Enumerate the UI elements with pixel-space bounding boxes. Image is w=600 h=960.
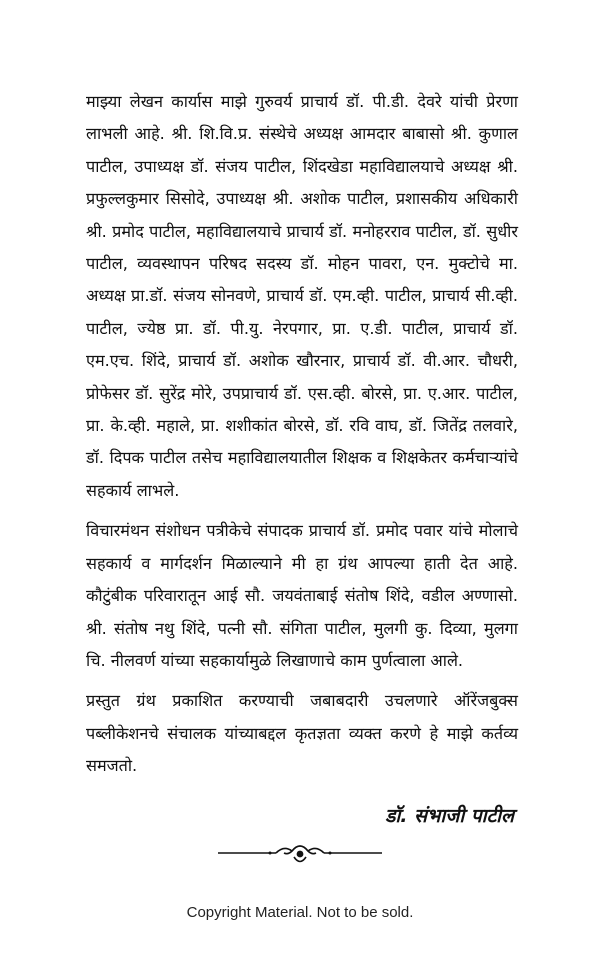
paragraph-1: माझ्या लेखन कार्यास माझे गुरुवर्य प्राचार्य डॉ. पी.डी. देवरे यांची प्रेरणा लाभली आहे. श्री. शि.वि.प्र. संस्थेचे अध्यक्ष आमदार बाबासो श्री. कुणाल पाटील, उपाध्यक्ष डॉ. संजय पाटील, शिंदखेडा महाविद्यालयाचे अध्यक्ष श्री. प्रफुल्लकुमार सिसोदे, उपाध्यक्ष श्री. अशोक पाटील, प्रशासकीय अधिकारी श्री. प्रमोद पाटील, महाविद्यालयाचे प्राचार्य डॉ. मनोहरराव पाटील, डॉ. सुधीर पाटील, व्यवस्थापन परिषद सदस्य डॉ. मोहन पावरा, एन. मुक्टोचे मा. अध्यक्ष प्रा.डॉ. संजय सोनवणे, प्राचार्य डॉ. एम.व्ही. पाटील, प्राचार्य सी.व्ही. पाटील, ज्येष्ठ प्रा. डॉ. पी.यु. नेरपगार, प्रा. ए.डी. पाटील, प्राचार्य डॉ. एम.एच. शिंदे, प्राचार्य डॉ. अशोक खौरनार, प्राचार्य डॉ. वी.आर. चौधरी, प्रोफेसर डॉ. सुरेंद्र मोरे, उपप्राचार्य डॉ. एस.व्ही. बोरसे, प्रा. ए.आर. पाटील, प्रा. के.व्ही. महाले, प्रा. शशीकांत बोरसे, डॉ. रवि वाघ, डॉ. जितेंद्र तलवारे, डॉ. दिपक पाटील तसेच महाविद्यालयातील शिक्षक व शिक्षकेतर कर्मचाऱ्यांचे सहकार्य लाभले. bbox=[86, 92, 518, 500]
paragraph-3: प्रस्तुत ग्रंथ प्रकाशित करण्याची जबाबदारी उचलणारे ऑरेंजबुक्स पब्लीकेशनचे संचालक यांच्याबद्दल कृतज्ञता व्यक्त करणे हे माझे कर्तव्य समजतो. bbox=[86, 691, 518, 776]
acknowledgement-body bbox=[86, 86, 518, 783]
divider-ornament-icon bbox=[214, 838, 386, 868]
author-signature: डॉ. संभाजी पाटील bbox=[385, 805, 514, 827]
copyright-notice: Copyright Material. Not to be sold. bbox=[186, 904, 414, 921]
paragraph-2: विचारमंथन संशोधन पत्रीकेचे संपादक प्राचार्य डॉ. प्रमोद पवार यांचे मोलाचे सहकार्य व मार्गदर्शन मिळाल्याने मी हा ग्रंथ आपल्या हाती देत आहे. कौटुंबीक परिवारातून आई सौ. जयवंताबाई संतोष शिंदे, वडील अण्णासो. श्री. संतोष नथु शिंदे, पत्नी सौ. संगिता पाटील, मुलगी कु. दिव्या, मुलगा चि. नीलवर्ण यांच्या सहकार्यामुळे लिखाणाचे काम पुर्णत्वाला आले. bbox=[86, 521, 518, 670]
